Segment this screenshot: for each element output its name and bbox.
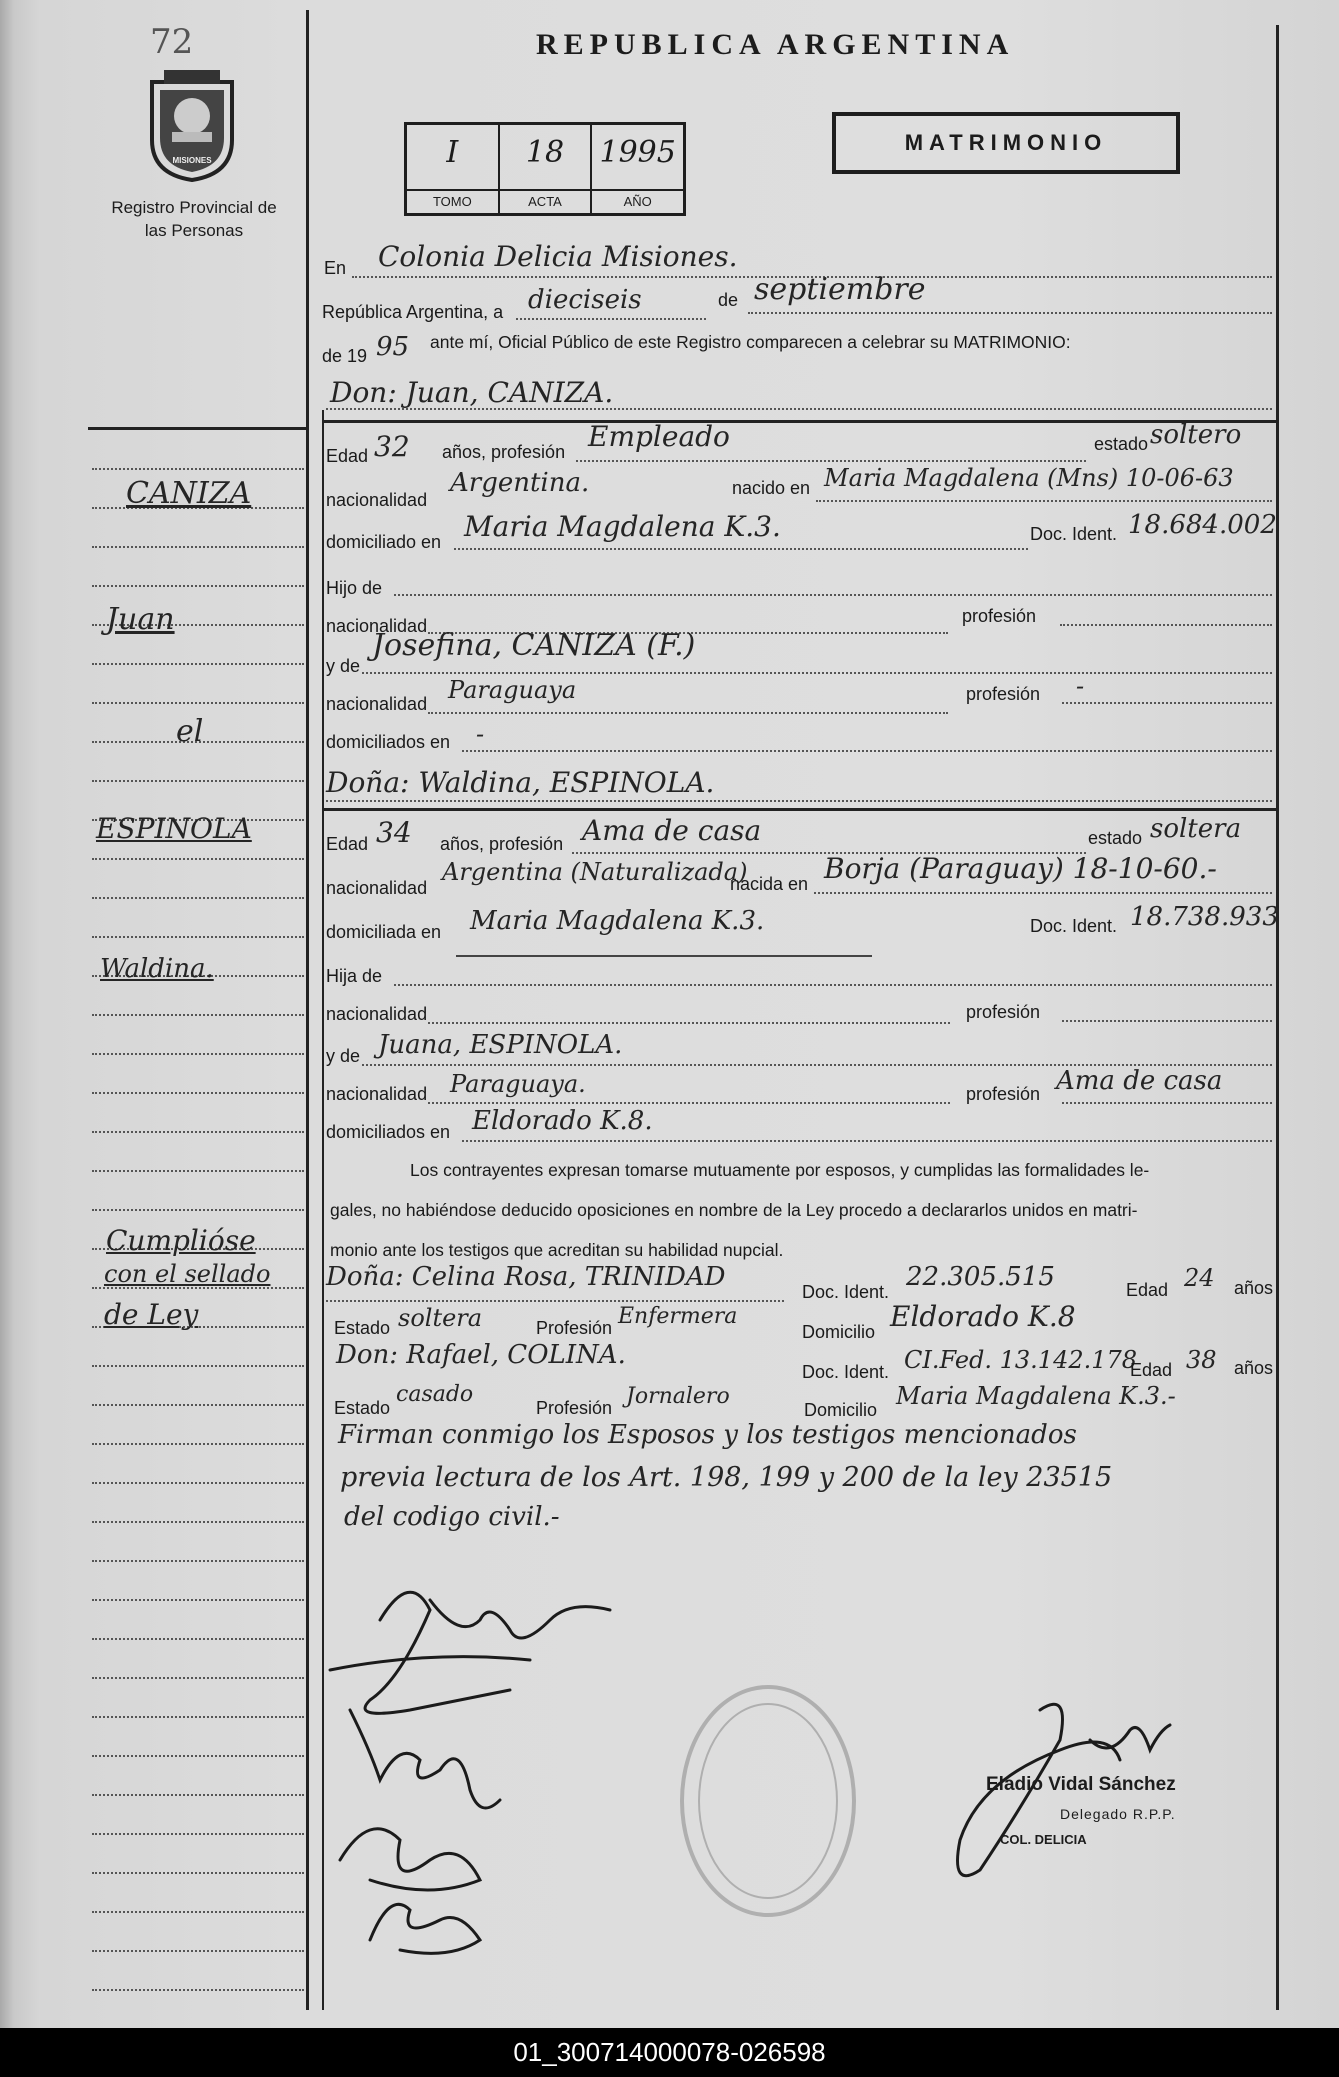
month-value: septiembre (754, 272, 926, 307)
witness1-anios-label: años (1234, 1278, 1274, 1298)
groom-mother-prof: - (1076, 672, 1085, 700)
bride-domicilio: Maria Magdalena K.3. (470, 906, 765, 936)
statement-text: ante mí, Oficial Público de este Registro comparecen a celebrar su MATRIMONIO: (430, 332, 1071, 352)
witness2-edad: 38 (1186, 1346, 1217, 1374)
margin-rule-line (92, 780, 304, 782)
day-value: dieciseis (528, 285, 642, 315)
declaration-line-1: Los contrayentes expresan tomarse mutuamente por esposos, y cumplidas las formalidades le- (410, 1160, 1150, 1180)
groom-edad: 32 (374, 430, 410, 463)
year-prefix: de 19 (322, 346, 368, 366)
groom-nacionalidad: Argentina. (450, 468, 590, 498)
groom-mother-nac-label: nacionalidad (326, 694, 428, 714)
margin-rule-line (92, 1404, 304, 1406)
groom-nacido-line (816, 500, 1272, 502)
month-line (748, 312, 1272, 314)
bride-domicilio-label: domiciliada en (326, 922, 442, 942)
bride-name: Doña: Waldina, ESPINOLA. (326, 766, 715, 799)
margin-rule-line (92, 1209, 304, 1211)
witness2-edad-label: Edad (1130, 1360, 1173, 1380)
witness2-profesion: Jornalero (626, 1384, 730, 1409)
groom-domicilio-line (454, 548, 1028, 550)
margin-rule-line (92, 1911, 304, 1913)
groom-nacido-label: nacido en (732, 478, 811, 498)
witness1-estado: soltera (398, 1304, 483, 1332)
margin-rule-line (92, 546, 304, 548)
groom-father-nac-label: nacionalidad (326, 616, 428, 636)
bride-hija-label: Hija de (326, 966, 383, 986)
groom-profesion-line (576, 460, 1086, 462)
groom-profesion: Empleado (588, 420, 730, 453)
groom-mother-prof-line (1062, 702, 1272, 704)
margin-rule-line (92, 1482, 304, 1484)
groom-section-rule (322, 420, 1278, 423)
year-suffix: 95 (376, 332, 410, 362)
witness2-anios-label: años (1234, 1358, 1274, 1378)
tomo-value: I (446, 135, 459, 170)
closing-line-3: del codigo civil.- (344, 1502, 560, 1532)
margin-bride-first: Waldina. (100, 954, 214, 984)
witness2-name: Don: Rafael, COLINA. (336, 1340, 626, 1370)
republica-label: República Argentina, a (322, 302, 504, 322)
margin-note-2: con el sellado (104, 1260, 271, 1288)
official-stamp (680, 1685, 856, 1917)
margin-rule-line (92, 1365, 304, 1367)
witness1-domicilio: Eldorado K.8 (890, 1300, 1076, 1333)
witness1-profesion-label: Profesión (536, 1318, 613, 1338)
margin-rule-line (92, 663, 304, 665)
bride-section-rule (322, 808, 1278, 811)
tomo-cell (407, 125, 500, 213)
margin-rule-line (92, 1131, 304, 1133)
margin-rule-line (92, 1872, 304, 1874)
witness1-profesion: Enfermera (618, 1304, 738, 1329)
declaration-line-3: monio ante los testigos que acreditan su habilidad nupcial. (330, 1240, 784, 1260)
de-label: de (718, 290, 739, 310)
right-frame-rule (1276, 25, 1279, 2010)
declaration-line-2: gales, no habiéndose deducido oposiciones en nombre de la Ley procedo a declararlos unidos en matri- (330, 1200, 1138, 1220)
act-type-label: MATRIMONIO (904, 130, 1108, 155)
groom-father-prof-line (1060, 624, 1272, 626)
witness2-domicilio: Maria Magdalena K.3.- (896, 1382, 1176, 1410)
margin-rule-line (92, 1014, 304, 1016)
bride-father-prof-line (1062, 1020, 1272, 1022)
bride-mother-nac-label: nacionalidad (326, 1084, 428, 1104)
groom-mother-line (362, 672, 1272, 674)
bride-profesion-label: años, profesión (440, 834, 564, 854)
bride-mother-prof: Ama de casa (1056, 1066, 1223, 1096)
margin-note-3: de Ley (104, 1298, 199, 1331)
margin-rule-line (92, 1755, 304, 1757)
page-number: 72 (150, 22, 194, 62)
anio-value: 1995 (599, 135, 676, 170)
margin-rule-line (92, 1599, 304, 1601)
bride-name-line (326, 800, 1272, 802)
bride-father-prof-label: profesión (966, 1002, 1041, 1022)
witness2-profesion-label: Profesión (536, 1398, 613, 1418)
groom-doc-label: Doc. Ident. (1030, 524, 1118, 544)
bride-estado-label: estado (1088, 828, 1143, 848)
margin-rule-line (92, 897, 304, 899)
witness2-doc: CI.Fed. 13.142.178 (904, 1346, 1138, 1374)
official-title: Delegado R.P.P. (1060, 1806, 1176, 1822)
margin-connector: el (176, 714, 204, 749)
witness2-domicilio-label: Domicilio (804, 1400, 878, 1420)
bride-mother-label: y de (326, 1046, 361, 1066)
bride-father-nac-line (428, 1022, 950, 1024)
closing-line-1: Firman conmigo los Esposos y los testigos mencionados (338, 1420, 1077, 1450)
margin-rule-line (92, 1950, 304, 1952)
record-number-box (404, 122, 686, 216)
bride-estado: soltera (1150, 814, 1242, 844)
bride-father-line (394, 984, 1272, 986)
margin-note-1: Cumplióse (106, 1224, 256, 1257)
margin-rule-line (92, 702, 304, 704)
groom-mother-label: y de (326, 656, 361, 676)
groom-father-prof-label: profesión (962, 606, 1037, 626)
bride-doc: 18.738.933 (1130, 902, 1279, 932)
witness1-name-line (326, 1300, 784, 1302)
en-label: En (324, 258, 347, 278)
margin-rule-line (92, 936, 304, 938)
bride-mother-prof-line (1062, 1102, 1272, 1104)
bride-profesion: Ama de casa (582, 814, 762, 847)
bride-edad-label: Edad (326, 834, 369, 854)
registry-name: Registro Provincial de las Personas (111, 198, 277, 240)
margin-rule-line (92, 1716, 304, 1718)
bride-nacida-line (814, 892, 1272, 894)
margin-groom-surname: CANIZA (126, 476, 252, 511)
witness2-doc-label: Doc. Ident. (802, 1362, 890, 1382)
margin-rule-line (92, 1638, 304, 1640)
acta-value: 18 (525, 135, 565, 170)
margin-rule-line (92, 1989, 304, 1991)
groom-hijo-label: Hijo de (326, 578, 383, 598)
acta-cell (500, 125, 593, 213)
country-title: REPUBLICA ARGENTINA (536, 28, 1015, 61)
margin-bride-surname: ESPINOLA (96, 812, 252, 845)
witness2-estado: casado (396, 1382, 474, 1407)
bride-mother-nac-line (428, 1102, 950, 1104)
bride-nacida: Borja (Paraguay) 18-10-60.- (824, 852, 1217, 885)
acta-label: ACTA (500, 189, 591, 213)
bride-parents-dom-line (462, 1140, 1272, 1142)
tomo-label: TOMO (407, 189, 498, 213)
margin-rule-line (92, 585, 304, 587)
bride-parents-dom: Eldorado K.8. (472, 1106, 653, 1136)
groom-domicilio-label: domiciliado en (326, 532, 442, 552)
bride-domicilio-line (456, 955, 872, 957)
closing-line-2: previa lectura de los Art. 198, 199 y 200 de la ley 23515 (340, 1462, 1113, 1493)
place-value: Colonia Delicia Misiones. (378, 240, 738, 273)
witness1-name: Doña: Celina Rosa, TRINIDAD (326, 1262, 726, 1292)
margin-rule-line (92, 1833, 304, 1835)
witness1-edad: 24 (1184, 1264, 1215, 1292)
left-column-rule (306, 10, 309, 2010)
margin-rule-line (92, 1560, 304, 1562)
groom-mother-nac-line (428, 712, 948, 714)
margin-top-rule (88, 427, 306, 430)
scan-id-footer: 01_300714000078-026598 (0, 2028, 1339, 2077)
official-name: Eladio Vidal Sánchez (986, 1774, 1176, 1795)
margin-rule-line (92, 1170, 304, 1172)
groom-parents-dom-line (462, 750, 1272, 752)
groom-nacionalidad-label: nacionalidad (326, 490, 428, 510)
groom-edad-label: Edad (326, 446, 369, 466)
margin-rule-line (92, 1677, 304, 1679)
bride-parents-dom-label: domiciliados en (326, 1122, 451, 1142)
witness1-estado-label: Estado (334, 1318, 391, 1338)
day-line (516, 318, 706, 320)
bride-mother-prof-label: profesión (966, 1084, 1041, 1104)
witness1-doc: 22.305.515 (906, 1262, 1055, 1292)
margin-groom-first: Juan (106, 602, 175, 637)
bride-doc-label: Doc. Ident. (1030, 916, 1118, 936)
groom-parents-dom-label: domiciliados en (326, 732, 451, 752)
margin-rule-line (92, 1443, 304, 1445)
misiones-seal-icon (144, 70, 240, 182)
witness1-edad-label: Edad (1126, 1280, 1169, 1300)
bride-nacionalidad: Argentina (Naturalizada) (442, 858, 748, 886)
bride-father-nac-label: nacionalidad (326, 1004, 428, 1024)
groom-profesion-label: años, profesión (442, 442, 566, 462)
act-type-box (832, 112, 1180, 174)
bride-nacionalidad-label: nacionalidad (326, 878, 428, 898)
groom-father-line (394, 594, 1272, 596)
groom-mother: Josefina, CANIZA (F.) (372, 628, 696, 663)
groom-doc: 18.684.002 (1128, 510, 1277, 540)
signatures-drawing (310, 1560, 630, 1960)
seal-label: MISIONES (172, 156, 212, 165)
bride-mother-nac: Paraguaya. (450, 1070, 586, 1098)
bride-edad: 34 (376, 816, 412, 849)
groom-estado: soltero (1150, 420, 1242, 450)
anio-label: AÑO (592, 189, 683, 213)
anio-cell (592, 125, 683, 213)
groom-domicilio: Maria Magdalena K.3. (464, 510, 781, 543)
margin-rule-line (92, 1521, 304, 1523)
groom-parents-dom: - (476, 720, 485, 748)
groom-nacido: Maria Magdalena (Mns) 10-06-63 (824, 464, 1234, 492)
witness2-estado-label: Estado (334, 1398, 391, 1418)
margin-rule-line (92, 468, 304, 470)
witness1-domicilio-label: Domicilio (802, 1322, 876, 1342)
margin-rule-line (92, 1092, 304, 1094)
margin-rule-line (92, 1794, 304, 1796)
bride-nacida-label: nacida en (730, 874, 809, 894)
groom-mother-nac: Paraguaya (448, 676, 577, 704)
groom-mother-prof-label: profesión (966, 684, 1041, 704)
margin-rule-line (92, 1053, 304, 1055)
bride-mother: Juana, ESPINOLA. (378, 1030, 623, 1060)
groom-estado-label: estado (1094, 434, 1149, 454)
official-office: COL. DELICIA (1000, 1832, 1087, 1847)
groom-name: Don: Juan, CANIZA. (330, 376, 614, 409)
margin-rule-line (92, 858, 304, 860)
witness1-doc-label: Doc. Ident. (802, 1282, 890, 1302)
